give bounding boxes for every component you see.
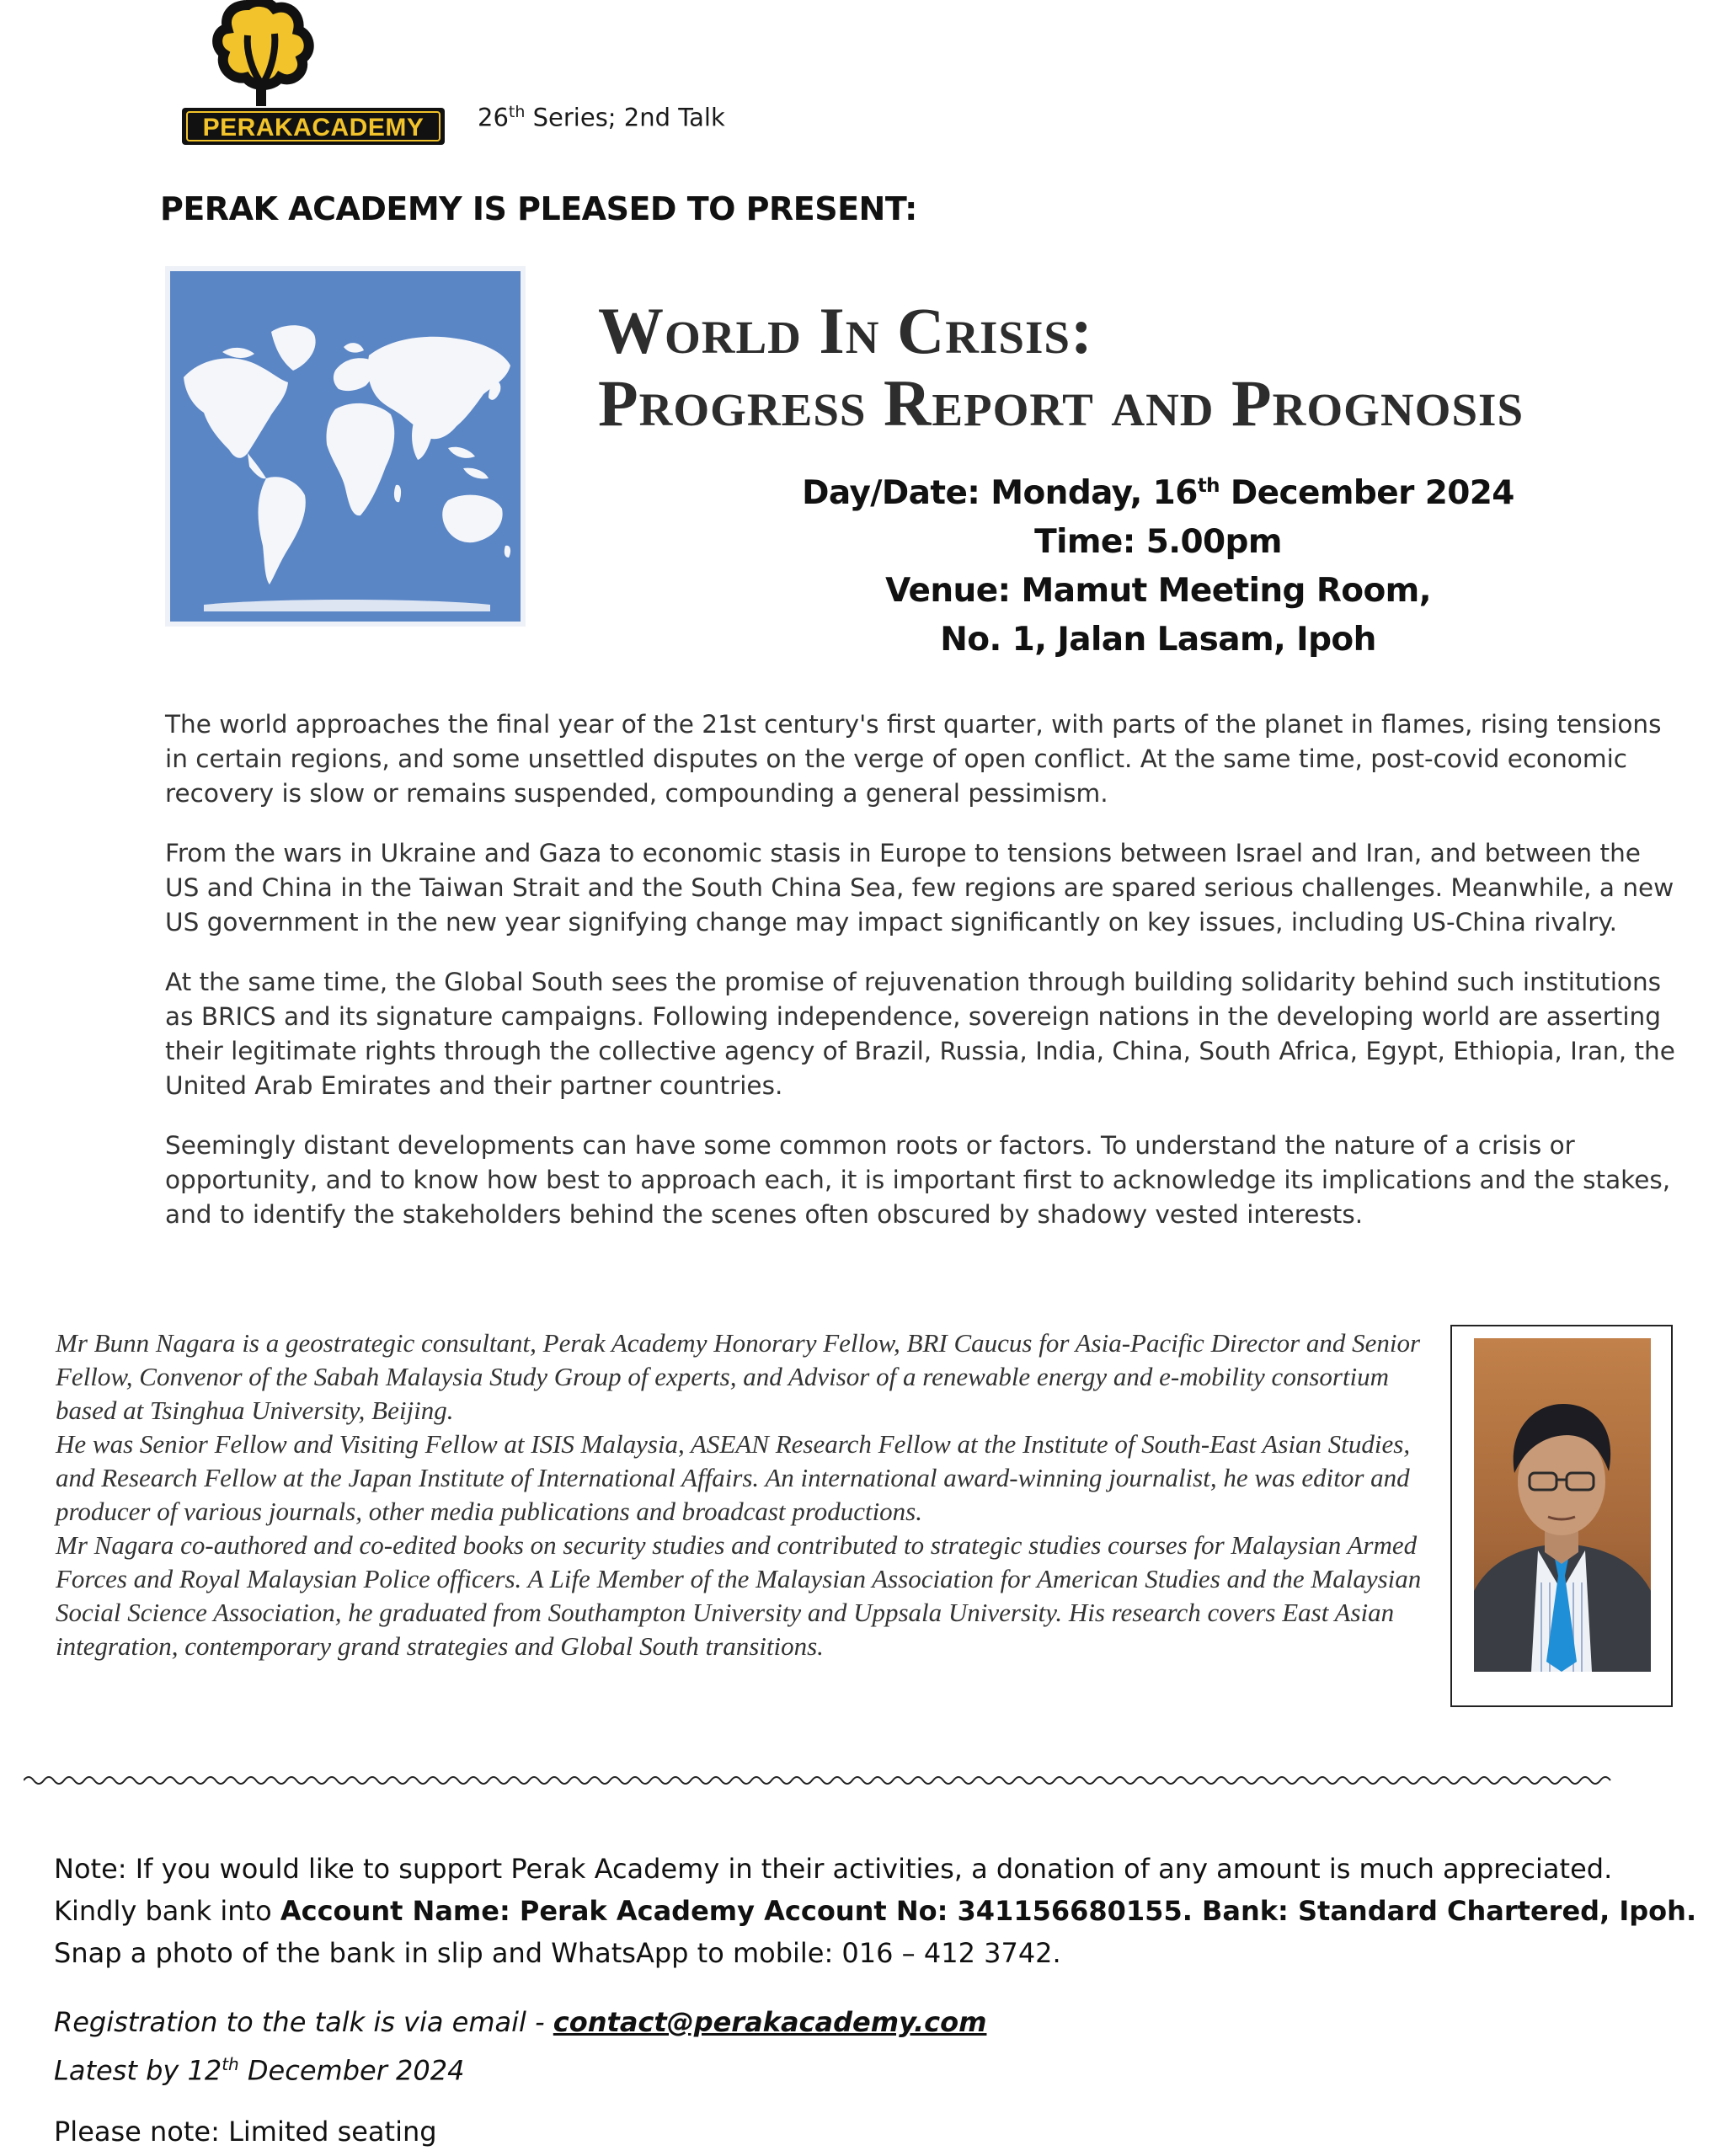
- world-map-image: [165, 266, 526, 627]
- logo-wordmark: PERAKACADEMY: [202, 114, 424, 141]
- registration-deadline: Latest by 12th December 2024: [54, 2054, 465, 2087]
- bank-details: Kindly bank into Account Name: Perak Academy Account No: 341156680155. Bank: Standard Chartered, Ipoh.: [54, 1895, 1697, 1927]
- footer-notes: [54, 1848, 1697, 2153]
- talk-title-line-1: World In Crisis:: [598, 294, 1093, 367]
- tree-emblem-icon: [217, 2, 309, 106]
- limited-seating-note: Please note: Limited seating: [54, 2115, 437, 2148]
- whatsapp-instructions: Snap a photo of the bank in slip and WhatsApp to mobile: 016 – 412 3742.: [54, 1937, 1061, 1969]
- event-time: Time: 5.00pm: [1034, 523, 1282, 561]
- tilde-divider: [24, 1772, 1687, 1789]
- presenter-heading: PERAK ACADEMY IS PLEASED TO PRESENT:: [160, 190, 917, 227]
- donation-note: Note: If you would like to support Perak Academy in their activities, a donation of any amount is much appreciated.: [54, 1853, 1613, 1885]
- description-paragraph: From the wars in Ukraine and Gaza to economic stasis in Europe to tensions between Israel and Iran, and between the US and China in the Taiwan Strait and the South China Sea, few regions are spared serious challenges. Meanwhile, a new US government in the new year signifying change may impact significantly on key issues, including US-China rivalry.: [165, 839, 1674, 937]
- talk-title: [598, 295, 1524, 440]
- bio-paragraph: Mr Nagara co-authored and co-edited books on security studies and contributed to strategic studies courses for Malaysian Armed Forces and Royal Malaysian Police officers. A Life Member of the Malaysian Association for American Studies and the Malaysian Social Science Association, he graduated from Southampton University and Uppsala University. His research covers East Asian integration, contemporary grand strategies and Global South transitions.: [56, 1530, 1422, 1661]
- event-venue-line-2: No. 1, Jalan Lasam, Ipoh: [940, 621, 1376, 659]
- event-venue-line-1: Venue: Mamut Meeting Room,: [885, 572, 1431, 610]
- series-label: 26th Series; 2nd Talk: [478, 103, 725, 132]
- description-paragraph: The world approaches the final year of the 21st century's first quarter, with parts of the planet in flames, rising tensions in certain regions, and some unsettled disputes on the verge of open conflict. At the same time, post-covid economic recovery is slow or remains suspended, compounding a general pessimism.: [165, 710, 1662, 808]
- bio-paragraph: He was Senior Fellow and Visiting Fellow at ISIS Malaysia, ASEAN Research Fellow at the Institute of South-East Asian Studies, and Research Fellow at the Japan Institute of International Affairs. An international award-winning journalist, he was editor and producer of various journals, other media publications and broadcast productions.: [56, 1429, 1411, 1526]
- perak-academy-logo: [180, 0, 446, 148]
- registration-line: Registration to the talk is via email - contact@perakacademy.com: [54, 2006, 987, 2038]
- event-date: Day/Date: Monday, 16th December 2024: [802, 474, 1514, 512]
- bio-paragraph: Mr Bunn Nagara is a geostrategic consultant, Perak Academy Honorary Fellow, BRI Caucus for Asia-Pacific Director and Senior Fellow, Convenor of the Sabah Malaysia Study Group of experts, and Advisor of a renewable energy and e-mobility consortium based at Tsinghua University, Beijing.: [56, 1328, 1421, 1425]
- registration-email-link[interactable]: contact@perakacademy.com: [553, 2006, 987, 2038]
- talk-title-line-2: Progress Report and Prognosis: [598, 366, 1524, 440]
- speaker-photo: [1450, 1325, 1673, 1707]
- divider-text: ~~~~~~~~~~~~~~~~~~~~~~~~~~~~~~~~~~~~~~~~~~~~~~~~~~~~~~~~~~~~~~~~~~~~~~~~~~~~~~~~~~~~~~~~~~~~~~~~~~~~~~~~~~~~~~~~~~: [24, 1784, 80, 1785]
- talk-description: [165, 707, 1681, 1257]
- speaker-portrait-icon: [1474, 1338, 1651, 1672]
- description-paragraph: Seemingly distant developments can have some common roots or factors. To understand the nature of a crisis or opportunity, and to know how best to approach each, it is important first to acknowledge its implications and the stakes, and to identify the stakeholders behind the scenes often obscured by shadowy vested interests.: [165, 1131, 1671, 1229]
- event-details: [758, 462, 1558, 664]
- speaker-bio: [56, 1326, 1445, 1663]
- description-paragraph: At the same time, the Global South sees the promise of rejuvenation through building solidarity behind such institutions as BRICS and its signature campaigns. Following independence, sovereign nations in the developing world are asserting their legitimate rights through the collective agency of Brazil, Russia, India, China, South Africa, Egypt, Ethiopia, Iran, the United Arab Emirates and their partner countries.: [165, 968, 1675, 1100]
